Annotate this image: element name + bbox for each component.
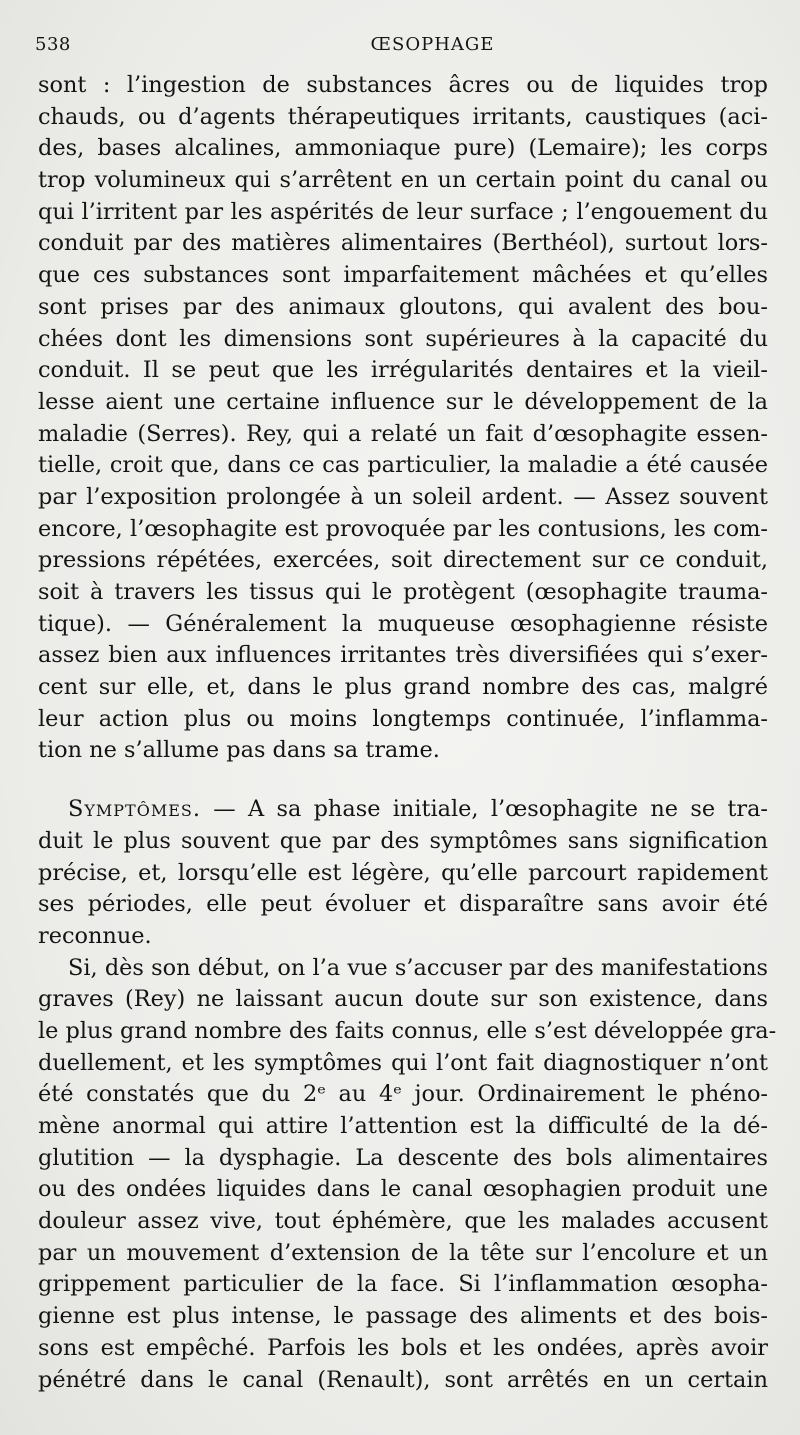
text-line: douleur assez vive, tout éphémère, que les malades accusent <box>38 1208 768 1235</box>
text-line: par un mouvement d’extension de la tête sur l’encolure et un <box>38 1239 768 1266</box>
text-line: par l’exposition prolongée à un soleil ardent. — Assez souvent <box>38 483 768 510</box>
text-line: conduit. Il se peut que les irrégularités dentaires et la vieil- <box>38 357 768 384</box>
section-first-line <box>38 794 768 826</box>
text-line: glutition — la dysphagie. La descente des bols alimentaires <box>38 1144 768 1171</box>
text-line: Si, dès son début, on l’a vue s’accuser par des manifestations <box>68 954 768 981</box>
section-heading: Symptômes. <box>68 796 201 823</box>
paragraph-symptoms <box>38 794 768 952</box>
text-line: cent sur elle, et, dans le plus grand nombre des cas, malgré <box>38 674 768 701</box>
text-line: sons est empêché. Parfois les bols et les ondées, après avoir <box>38 1334 768 1361</box>
text-line: duit le plus souvent que par des symptômes sans signification <box>38 827 768 854</box>
text-line: sont : l’ingestion de substances âcres ou de liquides trop <box>38 72 768 98</box>
text-line: assez bien aux influences irritantes très diversifiées qui s’exer- <box>38 642 768 669</box>
text-line: mène anormal qui attire l’attention est la difficulté de la dé- <box>38 1113 768 1139</box>
text-line: duellement, et les symptômes qui l’ont fait diagnostiquer n’ont <box>38 1049 768 1076</box>
text-line: été constatés que du 2ᵉ au 4ᵉ jour. Ordinairement le phéno- <box>38 1081 768 1108</box>
paragraph-onset <box>38 953 777 1397</box>
page-header <box>35 30 770 60</box>
text-line: leur action plus ou moins longtemps continuée, l’inflamma- <box>38 705 768 732</box>
running-title: ŒSOPHAGE <box>370 34 495 55</box>
section-first-line-text: — A sa phase initiale, l’œsophagite ne se tra- <box>200 796 768 823</box>
paragraph-gap <box>38 767 768 794</box>
text-line: des, bases alcalines, ammoniaque pure) (Lemaire); les corps <box>38 135 768 162</box>
text-line: tielle, croit que, dans ce cas particulier, la maladie a été causée <box>38 452 768 479</box>
text-line: gienne est plus intense, le passage des aliments et des bois- <box>38 1303 768 1330</box>
text-line: conduit par des matières alimentaires (Berthéol), surtout lors- <box>38 230 768 257</box>
body-text <box>38 70 777 1396</box>
text-line: que ces substances sont imparfaitement mâchées et qu’elles <box>38 262 768 289</box>
text-line: grippement particulier de la face. Si l’inflammation œsopha- <box>38 1271 768 1298</box>
text-line: graves (Rey) ne laissant aucun doute sur son existence, dans <box>38 986 768 1013</box>
page-number: 538 <box>35 34 71 55</box>
text-line: tique). — Généralement la muqueuse œsophagienne résiste <box>38 610 768 637</box>
text-line: maladie (Serres). Rey, qui a relaté un fait d’œsophagite essen- <box>38 420 768 447</box>
text-line: chées dont les dimensions sont supérieures à la capacité du <box>38 325 768 352</box>
text-line: ses périodes, elle peut évoluer et disparaître sans avoir été <box>38 891 768 918</box>
text-line: encore, l’œsophagite est provoquée par les contusions, les com- <box>38 515 768 542</box>
text-line: chauds, ou d’agents thérapeutiques irritants, caustiques (aci- <box>38 103 768 130</box>
paragraph-etiology <box>38 70 768 767</box>
text-line: pressions répétées, exercées, soit directement sur ce conduit, <box>38 547 768 574</box>
text-line: reconnue. <box>38 922 152 949</box>
text-line: qui l’irritent par les aspérités de leur surface ; l’engouement du <box>38 198 768 225</box>
text-line: précise, et, lorsqu’elle est légère, qu’elle parcourt rapidement <box>38 859 768 886</box>
text-line: lesse aient une certaine influence sur le développement de la <box>38 388 768 415</box>
text-line: tion ne s’allume pas dans sa trame. <box>38 737 440 764</box>
text-line: le plus grand nombre des faits connus, elle s’est développée gra- <box>38 1017 777 1044</box>
text-line: pénétré dans le canal (Renault), sont arrêtés en un certain <box>38 1366 768 1393</box>
text-line: soit à travers les tissus qui le protègent (œsophagite trauma- <box>38 579 768 605</box>
text-line: ou des ondées liquides dans le canal œsophagien produit une <box>38 1176 768 1203</box>
text-line: sont prises par des animaux gloutons, qui avalent des bou- <box>38 293 768 320</box>
text-line: trop volumineux qui s’arrêtent en un certain point du canal ou <box>38 167 768 194</box>
